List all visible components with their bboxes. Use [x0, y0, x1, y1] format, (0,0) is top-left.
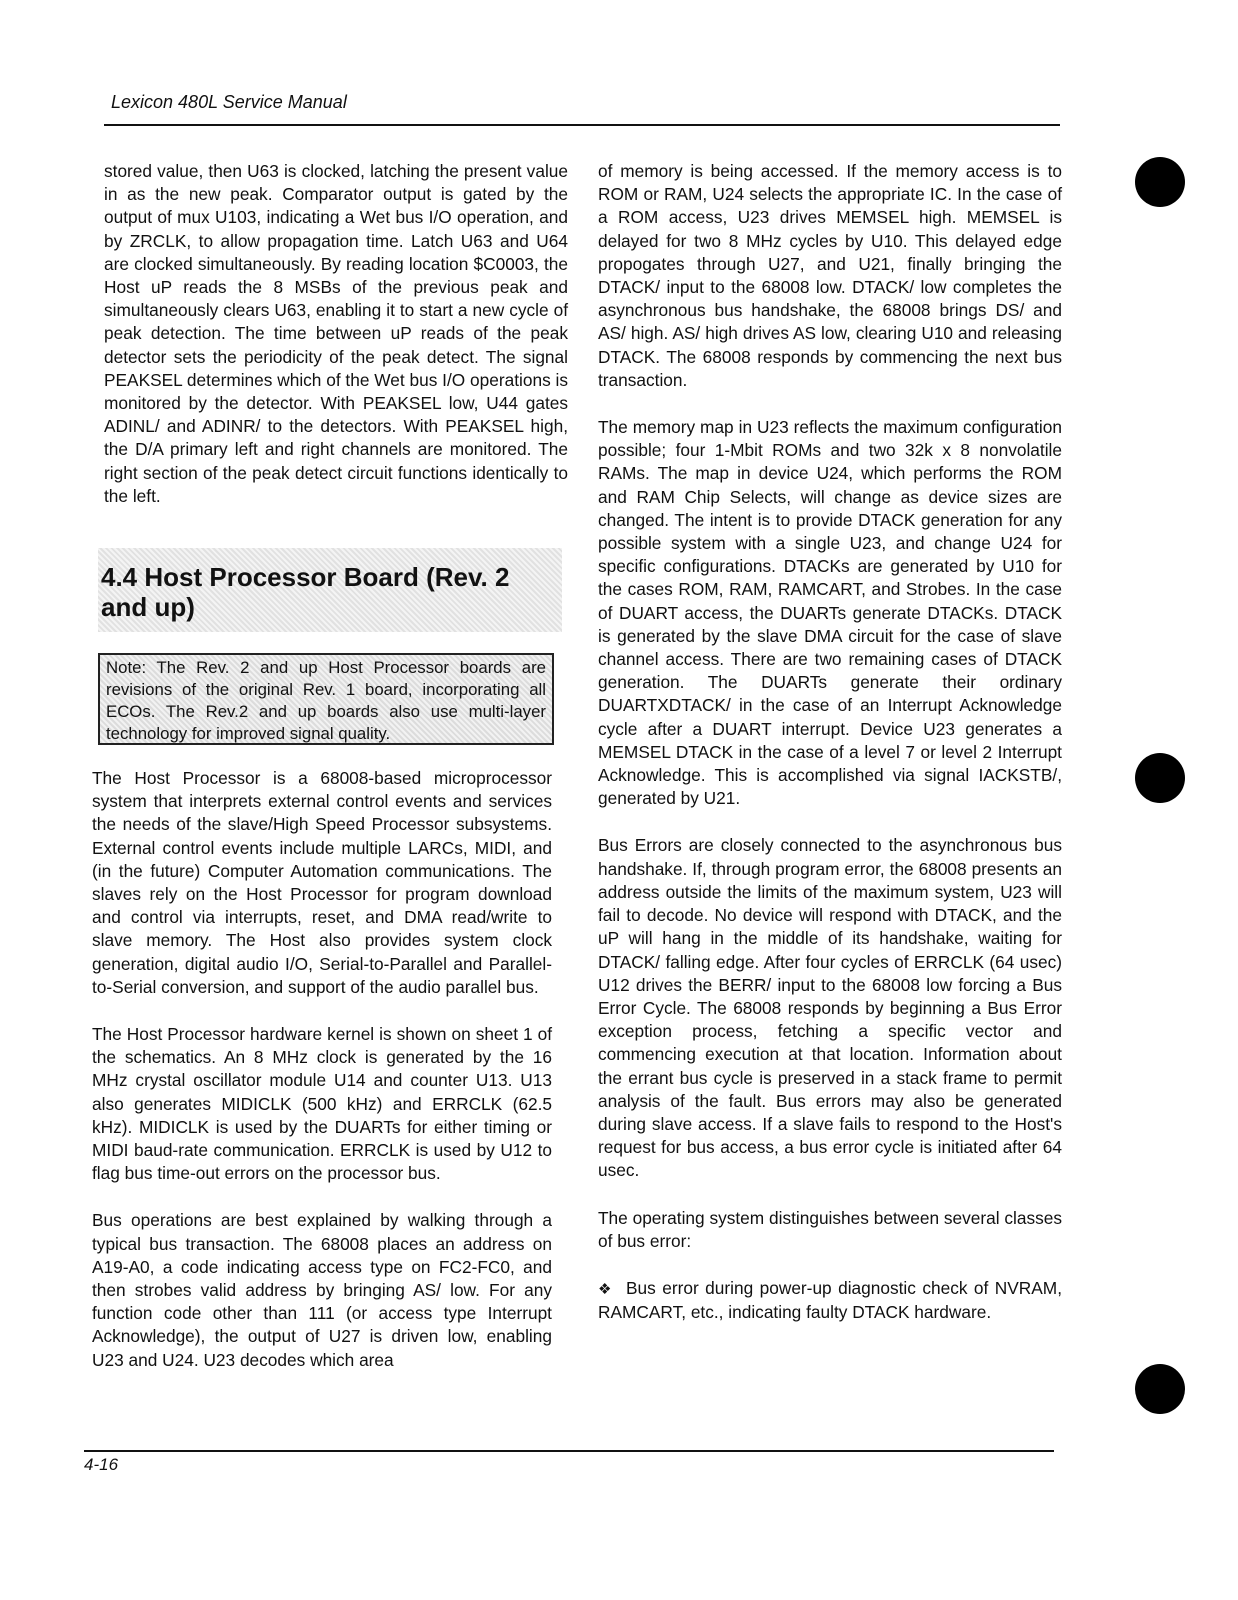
- paragraph: The operating system distinguishes between several classes of bus error:: [598, 1207, 1062, 1251]
- paragraph: The Host Processor is a 68008-based microprocessor system that interprets external control events and services the needs of the slave/High Speed Processor subsystems. External control events include multiple LARCs, MIDI, and (in the future) Computer Automation communications. The slaves rely on the Host Processor for program download and control via interrupts, reset, and DMA read/write to slave memory. The Host also provides system clock generation, digital audio I/O, Serial-to-Parallel and Parallel-to-Serial conversion, and support of the audio parallel bus.: [92, 768, 552, 997]
- left-column-top: [104, 160, 568, 532]
- paragraph: The Host Processor hardware kernel is shown on sheet 1 of the schematics. An 8 MHz clock is generated by the 16 MHz crystal oscillator module U14 and counter U13. U13 also generates MIDICLK (500 kHz) and ERRCLK (62.5 kHz). MIDICLK is used by the DUARTs for either timing or MIDI baud-rate communication. ERRCLK is used by U12 to flag bus time-out errors on the processor bus.: [92, 1024, 552, 1184]
- paragraph: The memory map in U23 reflects the maximum configuration possible; four 1-Mbit ROMs and two 32k x 8 nonvolatile RAMs. The map in device U24, which performs the ROM and RAM Chip Selects, will change as device sizes are changed. The intent is to provide DTACK generation for any possible system with a single U23, and change U24 for specific configurations. DTACKs are generated by U10 for the cases ROM, RAM, RAMCART, and Strobes. In the case of DUART access, the DUARTs generate DTACKs. DTACK is generated by the slave DMA circuit for the case of slave channel access. There are two remaining cases of DTACK generation. The DUARTs generate their ordinary DUARTXDTACK/ in the case of an Interrupt Acknowledge cycle after a DUART interrupt. Device U23 generates a MEMSEL DTACK in the case of a level 7 or level 2 Interrupt Acknowledge. This is accomplished via signal IACKSTB/, generated by U21.: [598, 417, 1062, 809]
- punch-hole-icon: [1135, 1364, 1185, 1414]
- right-column: [598, 160, 1062, 1348]
- paragraph: Bus operations are best explained by walking through a typical bus transaction. The 68008 places an address on A19-A0, a code indicating access type on FC2-FC0, and then strobes valid address by bringing AS/ low. For any function code other than 111 (or access type Interrupt Acknowledge), the output of U27 is driven low, enabling U23 and U24. U23 decodes which area: [92, 1210, 552, 1370]
- footer-rule: [84, 1450, 1054, 1452]
- left-column-bottom: [92, 767, 552, 1396]
- bullet-item: [598, 1277, 1062, 1324]
- bullet-text: Bus error during power-up diagnostic check of NVRAM, RAMCART, etc., indicating faulty DTACK hardware.: [598, 1277, 1062, 1323]
- punch-hole-icon: [1135, 753, 1185, 803]
- section-heading-box: [98, 548, 562, 632]
- paragraph: of memory is being accessed. If the memory access is to ROM or RAM, U24 selects the appropriate IC. In the case of a ROM access, U23 drives MEMSEL high. MEMSEL is delayed for two 8 MHz cycles by U10. This delayed edge propogates through U27, and U21, finally bringing the DTACK/ input to the 68008 low. DTACK/ low completes the asynchronous bus handshake, the 68008 brings DS/ and AS/ high. AS/ high drives AS low, clearing U10 and releasing DTACK. The 68008 responds by commencing the next bus transaction.: [598, 161, 1062, 390]
- page-number: 4-16: [84, 1455, 119, 1474]
- punch-hole-icon: [1135, 157, 1185, 207]
- running-header: Lexicon 480L Service Manual: [111, 92, 347, 112]
- section-heading: 4.4 Host Processor Board (Rev. 2 and up): [101, 562, 510, 622]
- paragraph: stored value, then U63 is clocked, latching the present value in as the new peak. Comparator output is gated by the output of mux U103, indicating a Wet bus I/O operation, and by ZRCLK, to allow propagation time. Latch U63 and U64 are clocked simultaneously. By reading location $C0003, the Host uP reads the 8 MSBs of the previous peak and simultaneously clears U63, enabling it to start a new cycle of peak detection. The time between uP reads of the peak detector sets the periodicity of the peak detect. The signal PEAKSEL determines which of the Wet bus I/O operations is monitored by the detector. With PEAKSEL low, U44 gates ADINL/ and ADINR/ to the detectors. With PEAKSEL high, the D/A primary left and right channels are monitored. The right section of the peak detect circuit functions identically to the left.: [104, 161, 568, 506]
- header-rule: [104, 124, 1060, 126]
- note-text: Note: The Rev. 2 and up Host Processor boards are revisions of the original Rev. 1 board, incorporating all ECOs. The Rev.2 and up boards also use multi-layer technology for improved signal quality.: [106, 658, 546, 743]
- paragraph: Bus Errors are closely connected to the asynchronous bus handshake. If, through program error, the 68008 presents an address outside the limits of the maximum system, U23 will fail to decode. No device will respond with DTACK, and the uP will hang in the middle of its handshake, waiting for DTACK/ falling edge. After four cycles of ERRCLK (64 usec) U12 drives the BERR/ input to the 68008 low forcing a Bus Error Cycle. The 68008 responds by beginning a Bus Error exception process, fetching a specific vector and commencing execution at that location. Information about the errant bus cycle is preserved in a stack frame to permit analysis of the fault. Bus errors may also be generated during slave access. If a slave fails to respond to the Host's request for bus access, a bus error cycle is initiated after 64 usec.: [598, 835, 1062, 1181]
- note-box: [98, 653, 554, 745]
- diamond-bullet-icon: ❖: [598, 1280, 612, 1298]
